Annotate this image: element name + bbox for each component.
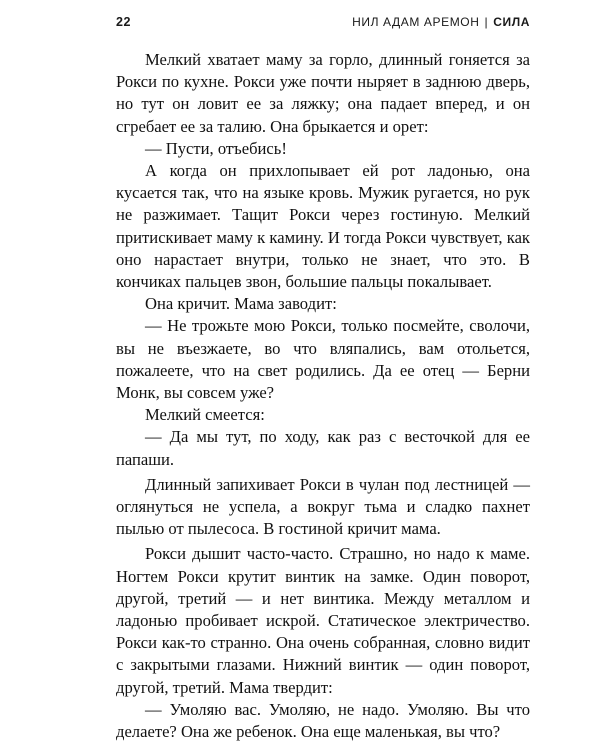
page-header	[116, 15, 530, 35]
paragraph: Мелкий смеется:	[145, 405, 265, 425]
dialogue-line: — Умоляю вас. Умоляю, не надо. Умоляю. Вы что делаете? Она же ребенок. Она еще маленькая, вы что?	[116, 699, 530, 742]
paragraph: Рокси дышит часто-часто. Страшно, но надо к маме. Ногтем Рокси крутит винтик на замке. Один поворот, другой, третий — и нет винтика. Между металлом и ладонью пробивает искрой. Статическое электричество. Рокси как-то странно. Она очень собранная, словно видит с закрытыми глазами. Нижний винтик — один поворот, другой, третий. Мама твердит:	[116, 544, 530, 697]
paragraph: Мелкий хватает маму за горло, длинный гоняется за Рокси по кухне. Рокси уже почти ныряет в заднюю дверь, но тут он ловит ее за ляжку; она падает вперед, и он сгребает ее за талию. Она брыкается и орет:	[116, 50, 530, 136]
page-number: 22	[116, 15, 132, 29]
dialogue-line: — Пусти, отъебись!	[145, 138, 287, 158]
dialogue-line: — Да мы тут, по ходу, как раз с весточкой для ее папаши.	[116, 427, 530, 469]
dialogue-line: — Не трожьте мою Рокси, только посмейте, сволочи, вы не въезжаете, во что вляпались, вам отольется, пожалеете, что на свет родились. Да ее отец — Берни Монк, вы совсем уже?	[116, 316, 530, 403]
body-text	[116, 49, 530, 743]
header-separator: |	[484, 15, 489, 29]
author-name: НИЛ АДАМ АРЕМОН	[352, 15, 480, 29]
paragraph: А когда он прихлопывает ей рот ладонью, она кусается так, что на языке кровь. Мужик ругается, но рук не разжимает. Тащит Рокси через гостиную. Мелкий притискивает маму к камину. И тогда Рокси чувствует, как оно нарастает внутри, только не знает, что это. В кончиках пальцев звон, большие пальцы покалывает.	[116, 161, 530, 292]
paragraph: Длинный запихивает Рокси в чулан под лестницей — оглянуться не успела, а вокруг тьма и сладко пахнет пылью от пылесоса. В гостиной кричит мама.	[116, 474, 530, 539]
running-head	[352, 15, 530, 29]
paragraph: Она кричит. Мама заводит:	[145, 294, 337, 314]
book-title: СИЛА	[493, 15, 530, 29]
